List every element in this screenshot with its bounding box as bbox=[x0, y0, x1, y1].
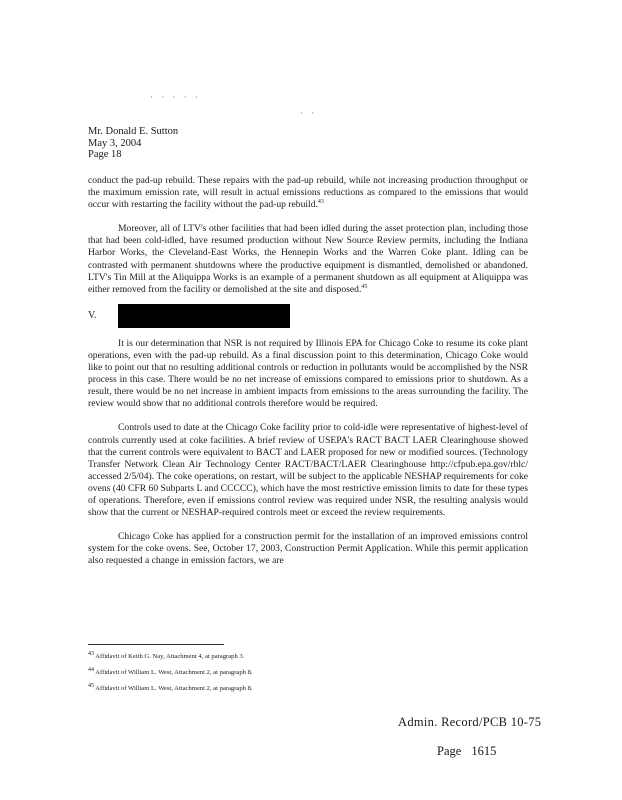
body-paragraph: Controls used to date at the Chicago Coke facility prior to cold-idle were representative of highest-level of controls currently used at coke facilities. A brief review of USEPA's RACT BACT LAER Clearinghouse showed that the current controls were equivalent to BACT and LAER proposed for new or modified sources. (Technology Transfer Network Clean Air Technology Center RACT/BACT/LAER Clearinghouse http://cfpub.epa.gov/rblc/ accessed 2/5/04). The coke operations, on restart, will be subject to the applicable NESHAP requirements for coke ovens (40 CFR 60 Subparts L and CCCCC), which have the most restrictive emission limits to date for these types of operations. Therefore, even if emissions control review was required under NSR, the resulting analysis would show that the current or NESHAP-required controls meet or exceed the review requirements. bbox=[88, 422, 528, 519]
footnote-ref: 45 bbox=[361, 283, 368, 290]
section-number: V. bbox=[88, 309, 97, 321]
scan-noise: · · bbox=[300, 108, 318, 118]
admin-record-stamp: Admin. Record/PCB 10-75 bbox=[398, 715, 542, 729]
footnote: $^{43}$ Affidavit of Keith G. Nay, Attachment 4, at paragraph 3. bbox=[88, 650, 245, 660]
letter-body bbox=[88, 175, 528, 579]
footnote-rule bbox=[88, 644, 224, 645]
recipient-name: Mr. Donald E. Sutton bbox=[88, 126, 179, 137]
body-paragraph: It is our determination that NSR is not required by Illinois EPA for Chicago Coke to resume its coke plant operations, even with the pad-up rebuild. As a final discussion point to this determination, Chicago Coke would like to point out that no resulting additional controls or reduction in pollutants would be accomplished by the NSR process in this case. There would be no net increase of emissions compared to emissions prior to shutdown. As a result, there would be no net increase in ambient impacts from emissions to the areas surrounding the facility. The review would show that no additional controls therefore would be required. bbox=[88, 337, 528, 410]
body-paragraph: conduct the pad-up rebuild. These repairs with the pad-up rebuild, while not increasing production throughput or the maximum emission rate, will result in actual emissions reductions as compared to the emissions that would occur with restarting the facility without the pad-up rebuild.$^{43}$ bbox=[88, 175, 528, 211]
scan-noise: · · · · · bbox=[150, 92, 201, 102]
section-heading bbox=[88, 304, 528, 328]
footnotes bbox=[88, 650, 488, 701]
footnote: $^{44}$ Affidavit of William L. West, Attachment 2, at paragraph 8. bbox=[88, 666, 253, 676]
page-number-stamp: Page 1615 bbox=[437, 744, 497, 758]
redaction-box bbox=[118, 304, 290, 328]
footnote-ref: 43 bbox=[317, 199, 324, 205]
body-paragraph: Chicago Coke has applied for a construction permit for the installation of an improved emissions control system for the coke ovens. See, October 17, 2003, Construction Permit Application. While this permit application also requested a change in emission factors, we are bbox=[88, 531, 528, 567]
body-paragraph: Moreover, all of LTV's other facilities that had been idled during the asset protection plan, including those that had been cold-idled, have resumed production without New Source Review permits, including the Indiana Harbor Works, the Cleveland-East Works, the Hennepin Works and the Warren Coke plant. Idling can be contrasted with permanent shutdowns where the productive equipment is dismantled, demolished or abandoned. LTV's Tin Mill at the Aliquippa Works is an example of a permanent shutdown as all equipment at Aliquippa was either removed from the facility or demolished at the site and disposed.$^{45}$ bbox=[88, 223, 528, 295]
letter-header bbox=[88, 126, 178, 161]
letter-date: May 3, 2004 bbox=[88, 137, 142, 149]
footnote: $^{45}$ Affidavit of William L. West, Attachment 2, at paragraph 8. bbox=[88, 682, 253, 692]
page-label: Page 18 bbox=[88, 149, 122, 160]
